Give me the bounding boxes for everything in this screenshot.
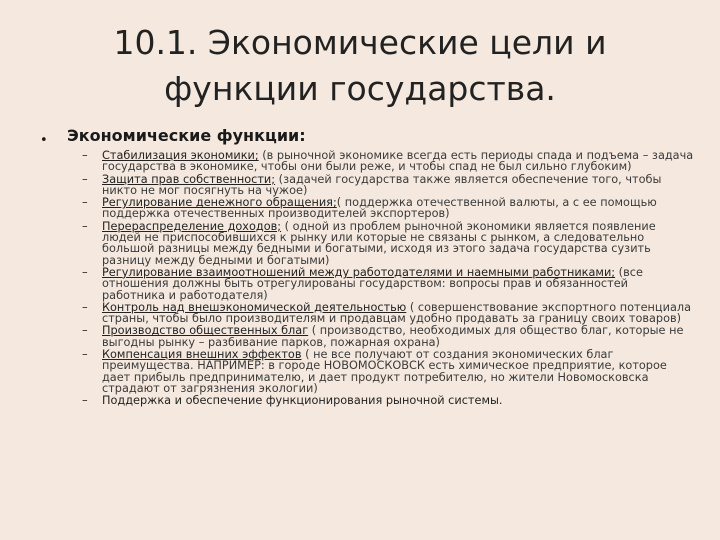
item-heading: Компенсация внешних эффектов [102, 348, 302, 362]
list-item [82, 395, 694, 406]
list-item [82, 267, 694, 301]
dash-marker: – [82, 219, 88, 233]
list-item [82, 325, 694, 348]
item-description: ( производство, необходимых для общество благ, которые не выгодны рынку – разбивание парков, пожарная охрана) [102, 324, 684, 349]
item-description: ( совершенствование экспортного потенциала страны, чтобы было производителям и продавцам удобно продавать за границу своих товаров) [102, 300, 692, 326]
item-heading: Регулирование взаимоотношений между работодателями и наемными работниками; [102, 265, 616, 279]
item-description: (все отношения должны быть отрегулированы государством: вопросы прав и обязанностей работника и работодателя) [102, 265, 643, 302]
item-description: ( не все получают от создания экономических благ преимущества. НАПРИМЕР: в городе НОВОМОСКОВСК есть химическое предприятие, которое дает прибыль предпринимателю, и дает продукт потребителю, но жители Новомосковска страдают от загрязнения экологии) [102, 348, 667, 395]
dash-marker: – [82, 348, 88, 362]
item-description: ( поддержка отечественной валюты, а с ее помощью поддержка отечественных производителей экспортеров) [102, 196, 657, 221]
bullet-marker: • [40, 133, 48, 148]
dash-marker: – [82, 324, 88, 338]
dash-marker: – [82, 196, 88, 210]
list-item [82, 302, 694, 325]
item-heading: Регулирование денежного обращения; [102, 196, 337, 210]
list-item [82, 150, 694, 173]
dash-marker: – [82, 172, 88, 186]
item-description: (в рыночной экономике всегда есть периоды спада и подъема – задача государства в экономике, чтобы они были реже, и чтобы спад не был сильно глубоким) [102, 149, 694, 174]
item-heading: Перераспределение доходов; [102, 219, 282, 233]
dash-marker: – [82, 300, 88, 314]
item-description: ( одной из проблем рыночной экономики является появление людей не приспособившихся к рынку или которые не связаны с рынком, а следовательно большой разницы между бедными и богатыми, исходя из этого задача государства сузить разницу между бедными и богатыми) [102, 219, 656, 267]
section-heading: Экономические функции: [67, 126, 306, 145]
slide-title: 10.1. Экономические цели и функции государства. [113, 23, 607, 108]
item-heading: Поддержка и обеспечение функционирования рыночной системы. [102, 394, 503, 408]
list-item [82, 221, 694, 266]
functions-list [82, 150, 694, 408]
dash-marker: – [82, 149, 88, 162]
item-heading: Производство общественных благ [102, 324, 309, 338]
list-item [82, 174, 694, 197]
dash-marker: – [82, 394, 88, 408]
list-item [82, 349, 694, 394]
item-heading: Контроль над внешэкономической деятельностью [102, 300, 407, 314]
dash-marker: – [82, 265, 88, 279]
item-heading: Защита прав собственности; [102, 172, 276, 186]
item-description: (задачей государства также является обеспечение того, чтобы никто не мог посягнуть на чужое) [102, 172, 662, 197]
list-item [82, 197, 694, 220]
item-heading: Стабилизация экономики; [102, 149, 259, 162]
